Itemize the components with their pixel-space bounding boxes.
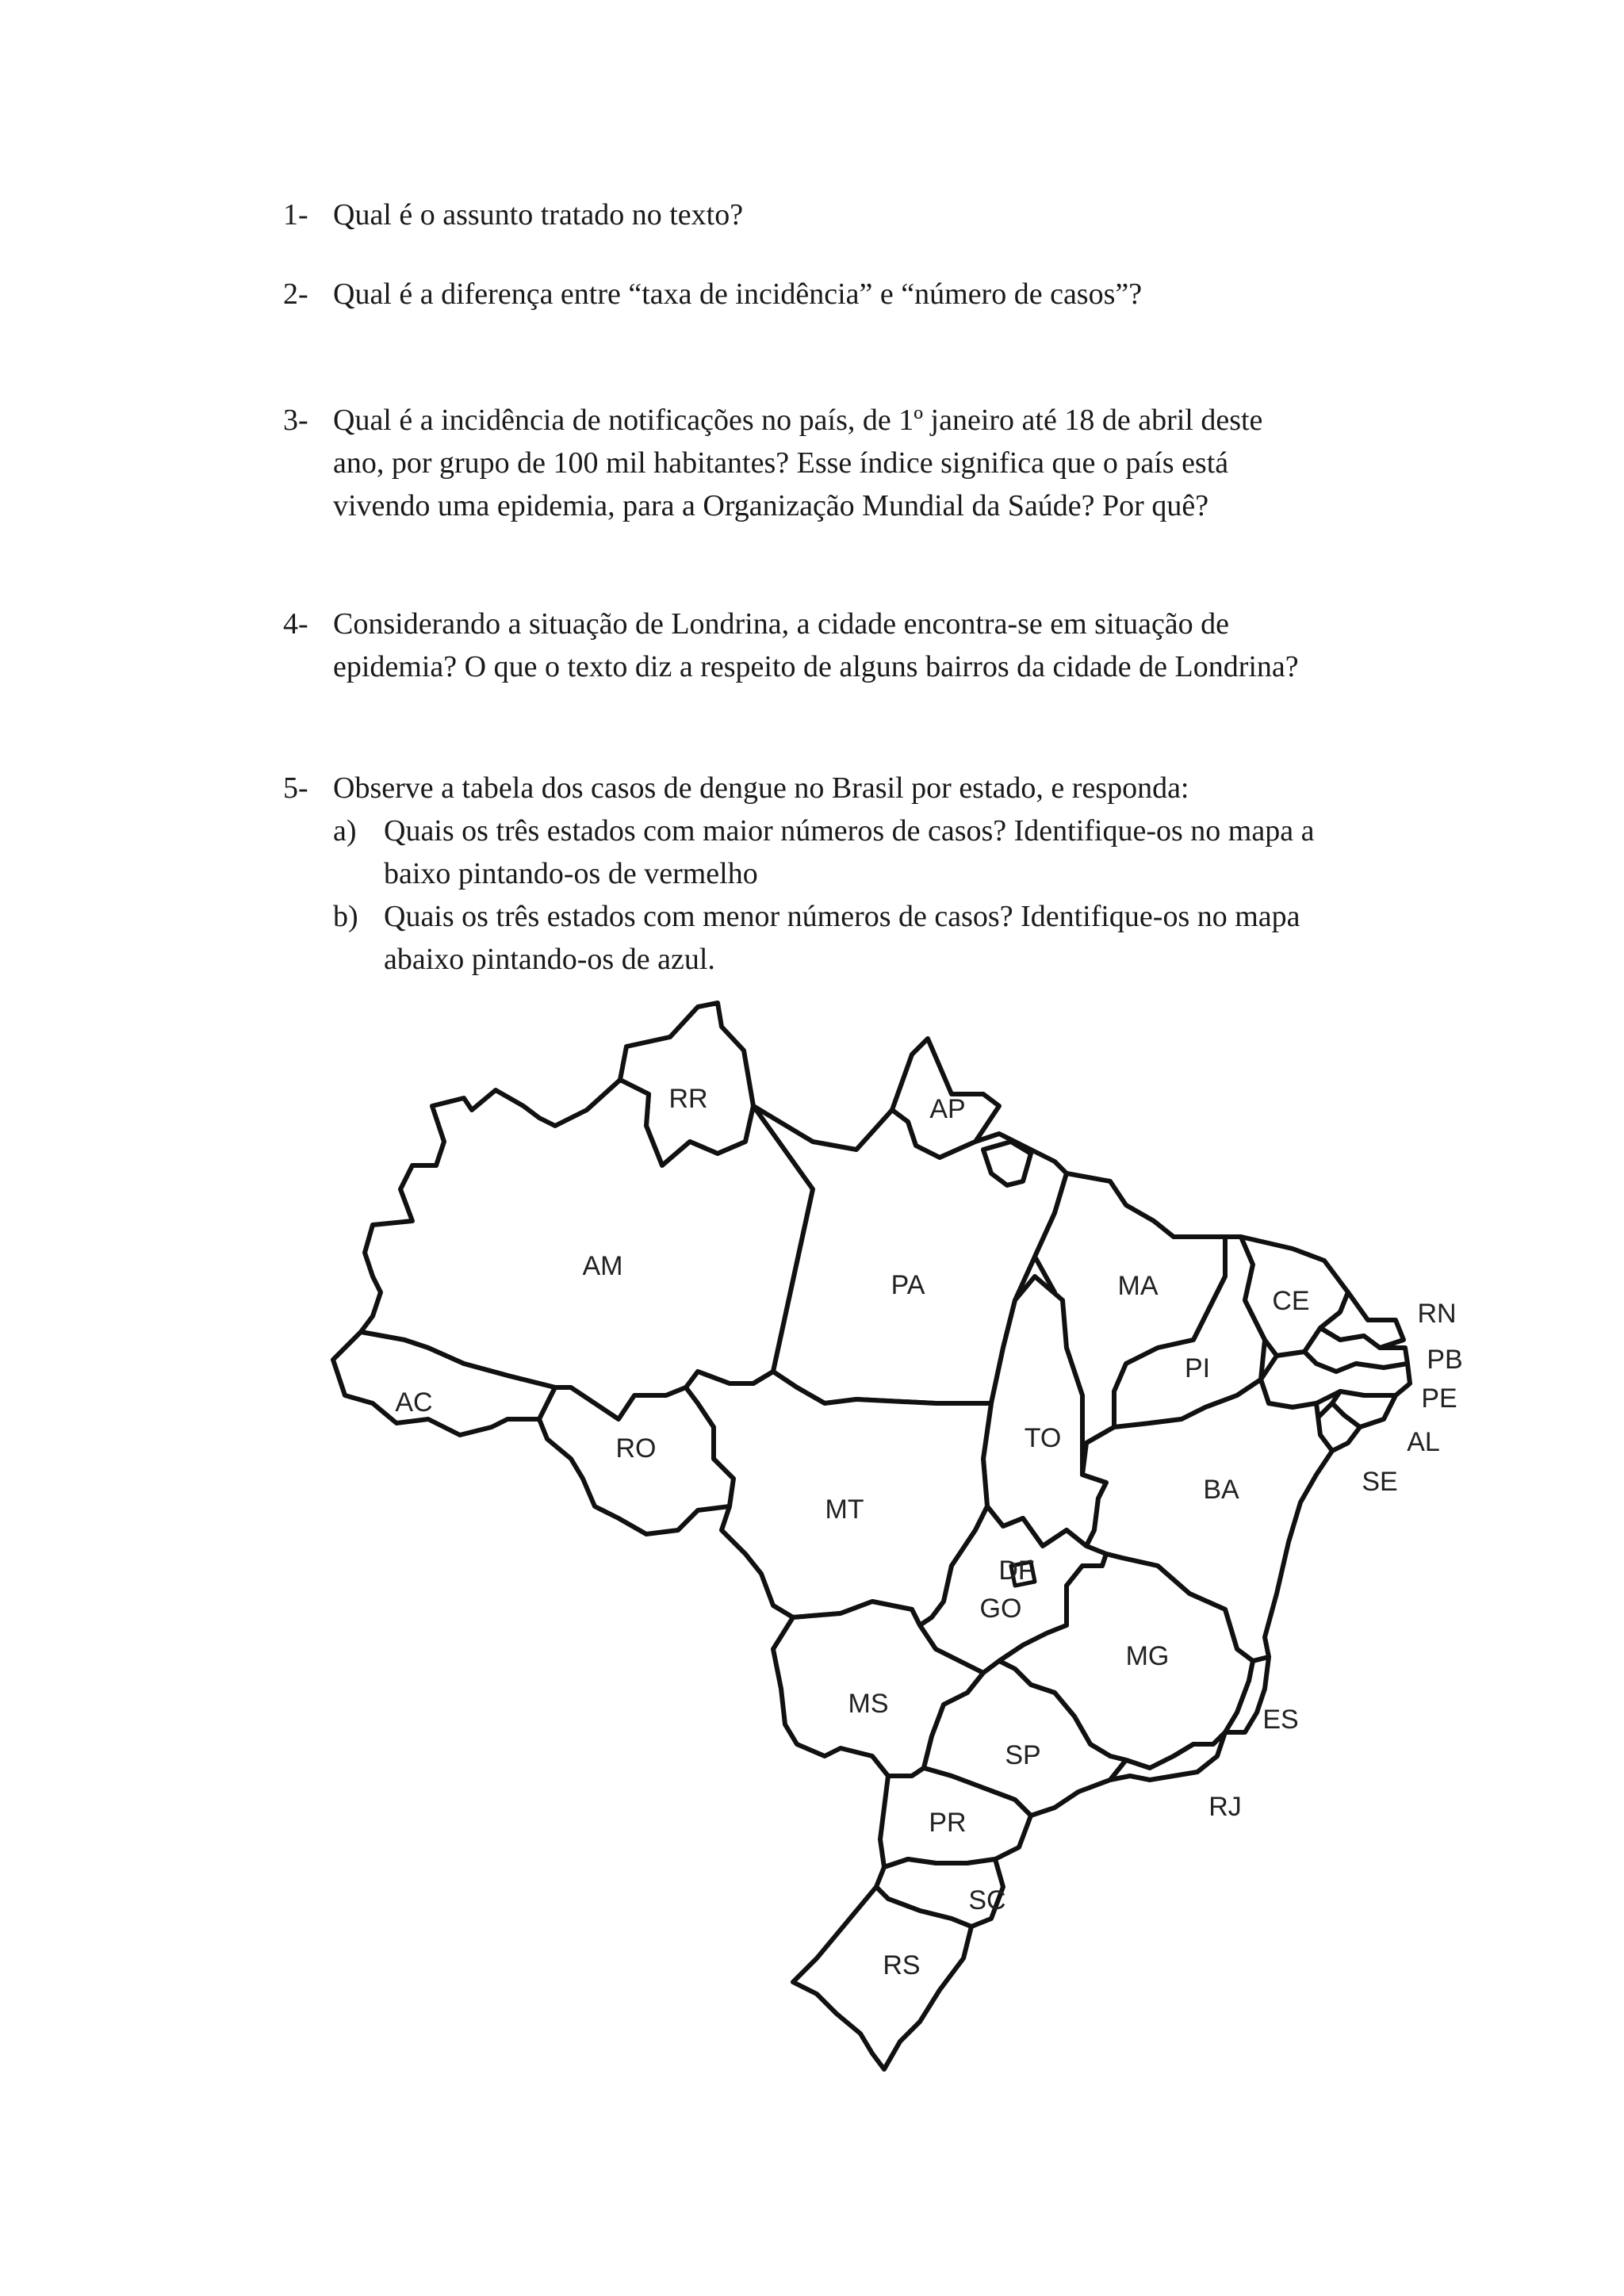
question-line: ano, por grupo de 100 mil habitantes? Esse índice significa que o país está	[333, 446, 1229, 480]
question-line: vivendo uma epidemia, para a Organização Mundial da Saúde? Por quê?	[333, 489, 1209, 522]
label-to: TO	[1024, 1423, 1062, 1453]
question-text: Observe a tabela dos casos de dengue no Brasil por estado, e responda:	[333, 771, 1189, 805]
question-2	[283, 273, 1425, 316]
label-sc: SC	[968, 1885, 1006, 1915]
question-line: baixo pintando-os de vermelho	[384, 857, 758, 890]
label-rn: RN	[1417, 1299, 1457, 1329]
label-go: GO	[979, 1594, 1022, 1624]
label-mt: MT	[825, 1494, 864, 1525]
brazil-map	[325, 987, 1483, 2113]
question-number: 3-	[283, 404, 308, 437]
question-1	[283, 193, 1425, 236]
sub-question-letter: b)	[333, 900, 358, 933]
question-number: 4-	[283, 607, 308, 641]
label-pr: PR	[929, 1808, 967, 1838]
label-pi: PI	[1184, 1353, 1211, 1383]
label-pa: PA	[891, 1270, 925, 1300]
label-rj: RJ	[1208, 1792, 1242, 1822]
label-rr: RR	[668, 1084, 708, 1114]
label-sp: SP	[1005, 1740, 1041, 1770]
label-ac: AC	[395, 1387, 433, 1418]
question-line: epidemia? O que o texto diz a respeito de alguns bairros da cidade de Londrina?	[333, 650, 1299, 683]
question-line: Quais os três estados com menor números de casos? Identifique-os no mapa	[384, 900, 1300, 933]
question-text	[333, 399, 1425, 527]
label-am: AM	[582, 1251, 623, 1281]
question-line: Qual é a incidência de notificações no país, de 1º janeiro até 18 de abril deste	[333, 404, 1263, 437]
sub-question-b	[333, 895, 1425, 981]
question-text: Qual é o assunto tratado no texto?	[333, 198, 744, 232]
question-number: 5-	[283, 771, 308, 805]
question-text	[333, 603, 1425, 688]
label-pe: PE	[1421, 1383, 1457, 1414]
label-ms: MS	[848, 1689, 889, 1719]
label-ap: AP	[929, 1094, 966, 1124]
label-ma: MA	[1117, 1271, 1159, 1301]
sub-question-letter: a)	[333, 814, 357, 848]
question-line: Quais os três estados com maior números de casos? Identifique-os no mapa a	[384, 814, 1315, 848]
question-5	[283, 767, 1425, 981]
question-4	[283, 603, 1425, 688]
label-es: ES	[1262, 1705, 1299, 1735]
label-df: DF	[998, 1556, 1035, 1586]
label-ro: RO	[615, 1433, 657, 1464]
label-ce: CE	[1272, 1286, 1310, 1316]
question-number: 1-	[283, 198, 308, 232]
question-number: 2-	[283, 277, 308, 311]
sub-question-text	[384, 809, 1425, 895]
label-ba: BA	[1203, 1475, 1239, 1505]
label-rs: RS	[883, 1950, 921, 1980]
question-line: Considerando a situação de Londrina, a cidade encontra-se em situação de	[333, 607, 1230, 641]
label-mg: MG	[1125, 1641, 1170, 1671]
question-text: Qual é a diferença entre “taxa de incidência” e “número de casos”?	[333, 277, 1143, 311]
sub-question-text	[384, 895, 1425, 981]
label-se: SE	[1362, 1467, 1398, 1497]
question-3	[283, 399, 1425, 527]
question-line: abaixo pintando-os de azul.	[384, 943, 715, 976]
label-al: AL	[1407, 1427, 1440, 1457]
label-pb: PB	[1427, 1345, 1463, 1375]
sub-question-a	[333, 809, 1425, 895]
